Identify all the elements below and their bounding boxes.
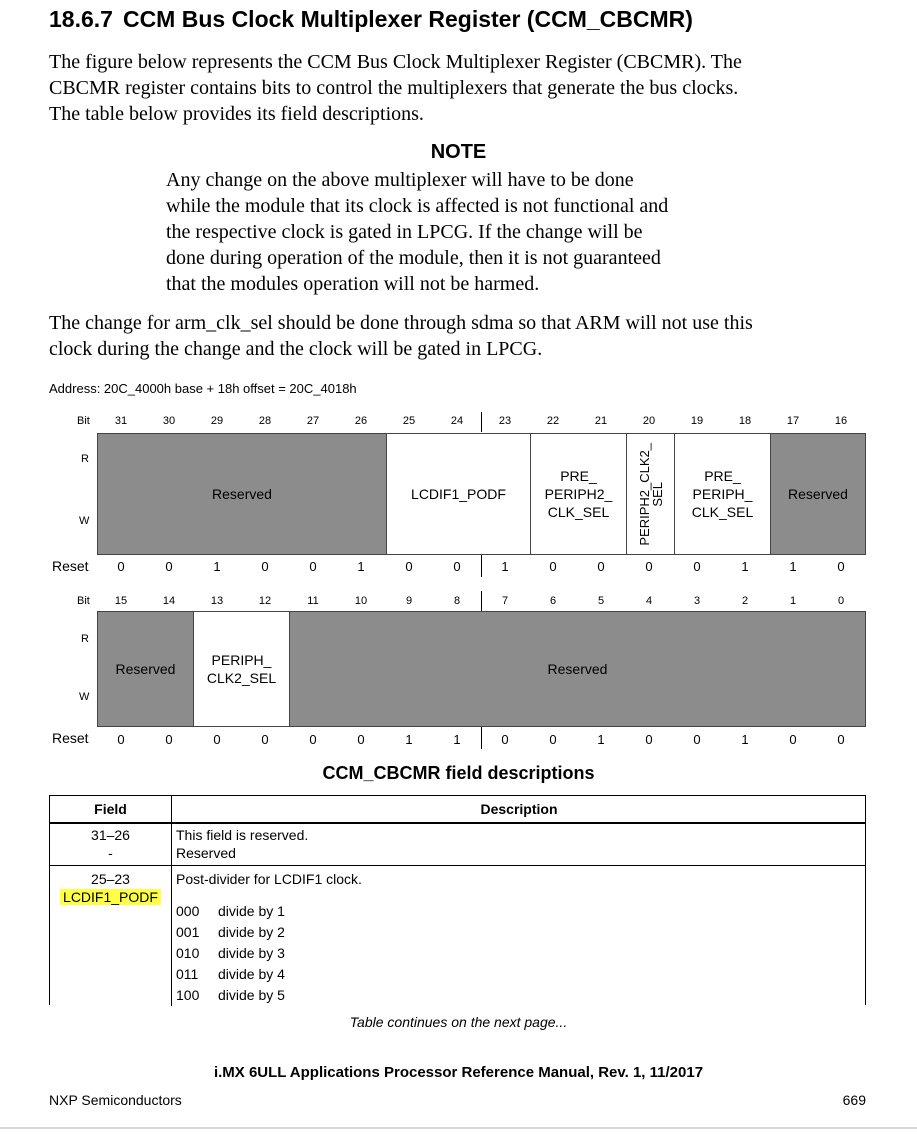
reset-value: 0 [645,559,653,574]
value-code: 001 [176,924,200,940]
bit-number: 26 [354,415,368,427]
column-header-field: Field [94,801,127,817]
reset-value: 0 [213,732,221,747]
field-periph2-clk2-sel [626,433,675,555]
write-row-label: W [79,515,90,527]
field-bits: 31–26 [91,827,130,843]
reset-value: 0 [501,732,509,747]
value-code: 100 [176,987,200,1003]
bit-number: 31 [114,415,128,427]
bit-number: 4 [645,595,653,607]
bit-number: 18 [738,415,752,427]
table-row-field [50,826,171,862]
value-meaning: divide by 1 [218,903,285,919]
field-label: Reserved [115,661,176,677]
byte-divider [481,727,482,749]
bit-label: Bit [77,595,90,607]
reset-value: 0 [261,559,269,574]
field-label: PRE_ PERIPH_ CLK_SEL [691,468,754,520]
field-pre-periph-clk-sel [674,433,771,555]
field-name: - [108,845,113,861]
value-code: 000 [176,903,200,919]
reset-value: 0 [309,559,317,574]
intro-line: The figure below represents the CCM Bus Clock Multiplexer Register (CBCMR). The [49,51,742,73]
field-label: Reserved [547,661,608,677]
field-label: LCDIF1_PODF [411,486,506,502]
write-row-label: W [79,691,90,703]
value-code: 010 [176,945,200,961]
byte-divider [481,412,482,432]
bit-number: 8 [453,595,461,607]
value-row [176,985,285,1006]
bit-number: 12 [258,595,272,607]
field-pre-periph2-clk-sel [530,433,627,555]
field-lcdif1-podf [386,433,531,555]
table-header [50,796,865,824]
bit-number: 13 [210,595,224,607]
reset-value: 1 [741,732,749,747]
section-heading [49,6,693,33]
field-reserved-11-0 [289,611,866,727]
register-address: Address: 20C_4000h base + 18h offset = 20C_4018h [49,381,357,396]
value-row [176,943,285,964]
read-row-label: R [81,453,89,465]
description-line: This field is reserved. [176,827,309,843]
note-body [166,167,668,297]
bit-number: 30 [162,415,176,427]
reset-value: 0 [309,732,317,747]
bit-number: 28 [258,415,272,427]
note-line: that the modules operation will not be harmed. [166,273,540,295]
value-row [176,922,285,943]
reset-value: 0 [117,732,125,747]
reset-value: 0 [693,559,701,574]
intro-line: The table below provides its field descriptions. [49,103,424,125]
reset-value: 0 [165,732,173,747]
reset-value: 1 [597,732,605,747]
reset-label: Reset [52,558,89,574]
field-label: PERIPH_ CLK2_SEL [206,652,277,686]
bit-number: 16 [834,415,848,427]
bit-number: 0 [837,595,845,607]
bit-number: 29 [210,415,224,427]
reset-value: 0 [693,732,701,747]
reset-value: 0 [405,559,413,574]
reset-value: 0 [261,732,269,747]
reset-value: 1 [741,559,749,574]
bit-number: 1 [789,595,797,607]
bit-number: 6 [549,595,557,607]
field-periph-clk2-sel [193,611,290,727]
bit-number: 2 [741,595,749,607]
page-bottom-rule [0,1127,917,1129]
bit-number: 19 [690,415,704,427]
description-line: Reserved [176,845,236,861]
intro-line: CBCMR register contains bits to control the multiplexers that generate the bus clocks. [49,77,739,99]
table-caption: CCM_CBCMR field descriptions [322,763,595,783]
field-label: Reserved [212,486,272,502]
value-list [176,901,285,1006]
reset-value: 0 [597,559,605,574]
bit-number: 21 [594,415,608,427]
intro-paragraph [49,49,742,127]
reset-value: 1 [453,732,461,747]
row-divider [50,865,865,866]
table-continues-note: Table continues on the next page... [349,1014,568,1030]
note-line: the respective clock is gated in LPCG. If the change will be [166,221,643,243]
table-row-description [176,826,308,862]
reset-value: 1 [357,559,365,574]
bit-number: 24 [450,415,464,427]
reset-value: 1 [405,732,413,747]
field-reserved-17-16 [770,433,866,555]
field-bits: 25–23 [91,871,130,887]
value-meaning: divide by 5 [218,987,285,1003]
page-number: 669 [842,1092,866,1108]
note-line: Any change on the above multiplexer will have to be done [166,169,634,191]
footer-company: NXP Semiconductors [49,1092,182,1108]
paragraph-line: clock during the change and the clock will be gated in LPCG. [49,338,543,360]
reset-value: 0 [645,732,653,747]
byte-divider [481,555,482,577]
note-line: done during operation of the module, then it is not guaranteed [166,247,661,269]
reset-value: 0 [789,732,797,747]
description-line: Post-divider for LCDIF1 clock. [176,871,362,887]
value-row [176,964,285,985]
note-line: while the module that its clock is affected is not functional and [166,195,669,217]
byte-divider [481,591,482,611]
bit-number: 15 [114,595,128,607]
footer-manual-title: i.MX 6ULL Applications Processor Reference Manual, Rev. 1, 11/2017 [213,1064,704,1081]
value-meaning: divide by 2 [218,924,285,940]
bit-number: 10 [354,595,368,607]
field-label: PRE_ PERIPH2_ CLK_SEL [544,468,613,520]
bit-number: 11 [307,595,319,607]
bit-label: Bit [77,415,90,427]
reset-value: 0 [549,559,557,574]
field-reserved-15-14 [97,611,194,727]
reset-value: 0 [117,559,125,574]
column-divider [171,796,172,1006]
paragraph-line: The change for arm_clk_sel should be done through sdma so that ARM will not use this [49,312,753,334]
reset-value: 1 [501,559,509,574]
bit-number: 23 [498,415,512,427]
arm-clk-paragraph [49,310,753,362]
bit-number: 17 [786,415,800,427]
reset-value: 1 [213,559,221,574]
section-number: 18.6.7 [49,6,113,32]
reset-value: 0 [165,559,173,574]
table-row-description [176,870,362,888]
table-row-field [50,870,171,906]
note-title: NOTE [430,141,487,163]
value-code: 011 [176,966,199,982]
reset-value: 0 [837,732,845,747]
reset-value: 0 [837,559,845,574]
field-name-highlighted: LCDIF1_PODF [60,889,161,905]
section-title: CCM Bus Clock Multiplexer Register (CCM_CBCMR) [122,6,693,32]
field-reserved-31-26 [97,433,387,555]
bit-number: 5 [597,595,605,607]
bit-number: 22 [546,415,560,427]
bit-number: 9 [405,595,413,607]
field-label: Reserved [788,486,848,502]
reset-value: 0 [549,732,557,747]
value-meaning: divide by 4 [218,966,285,982]
reset-label: Reset [52,730,89,746]
bit-number: 7 [501,595,509,607]
field-label: PERIPH2_CLK2_ SEL [636,442,665,546]
read-row-label: R [81,633,89,645]
reset-value: 1 [789,559,797,574]
bit-number: 27 [306,415,320,427]
bit-number: 14 [162,595,176,607]
bit-number: 25 [402,415,416,427]
column-header-description: Description [480,801,558,817]
bit-number: 3 [693,595,701,607]
reset-value: 0 [453,559,461,574]
reset-value: 0 [357,732,365,747]
value-row [176,901,285,922]
value-meaning: divide by 3 [218,945,285,961]
field-description-table [49,795,866,1005]
bit-number: 20 [642,415,656,427]
